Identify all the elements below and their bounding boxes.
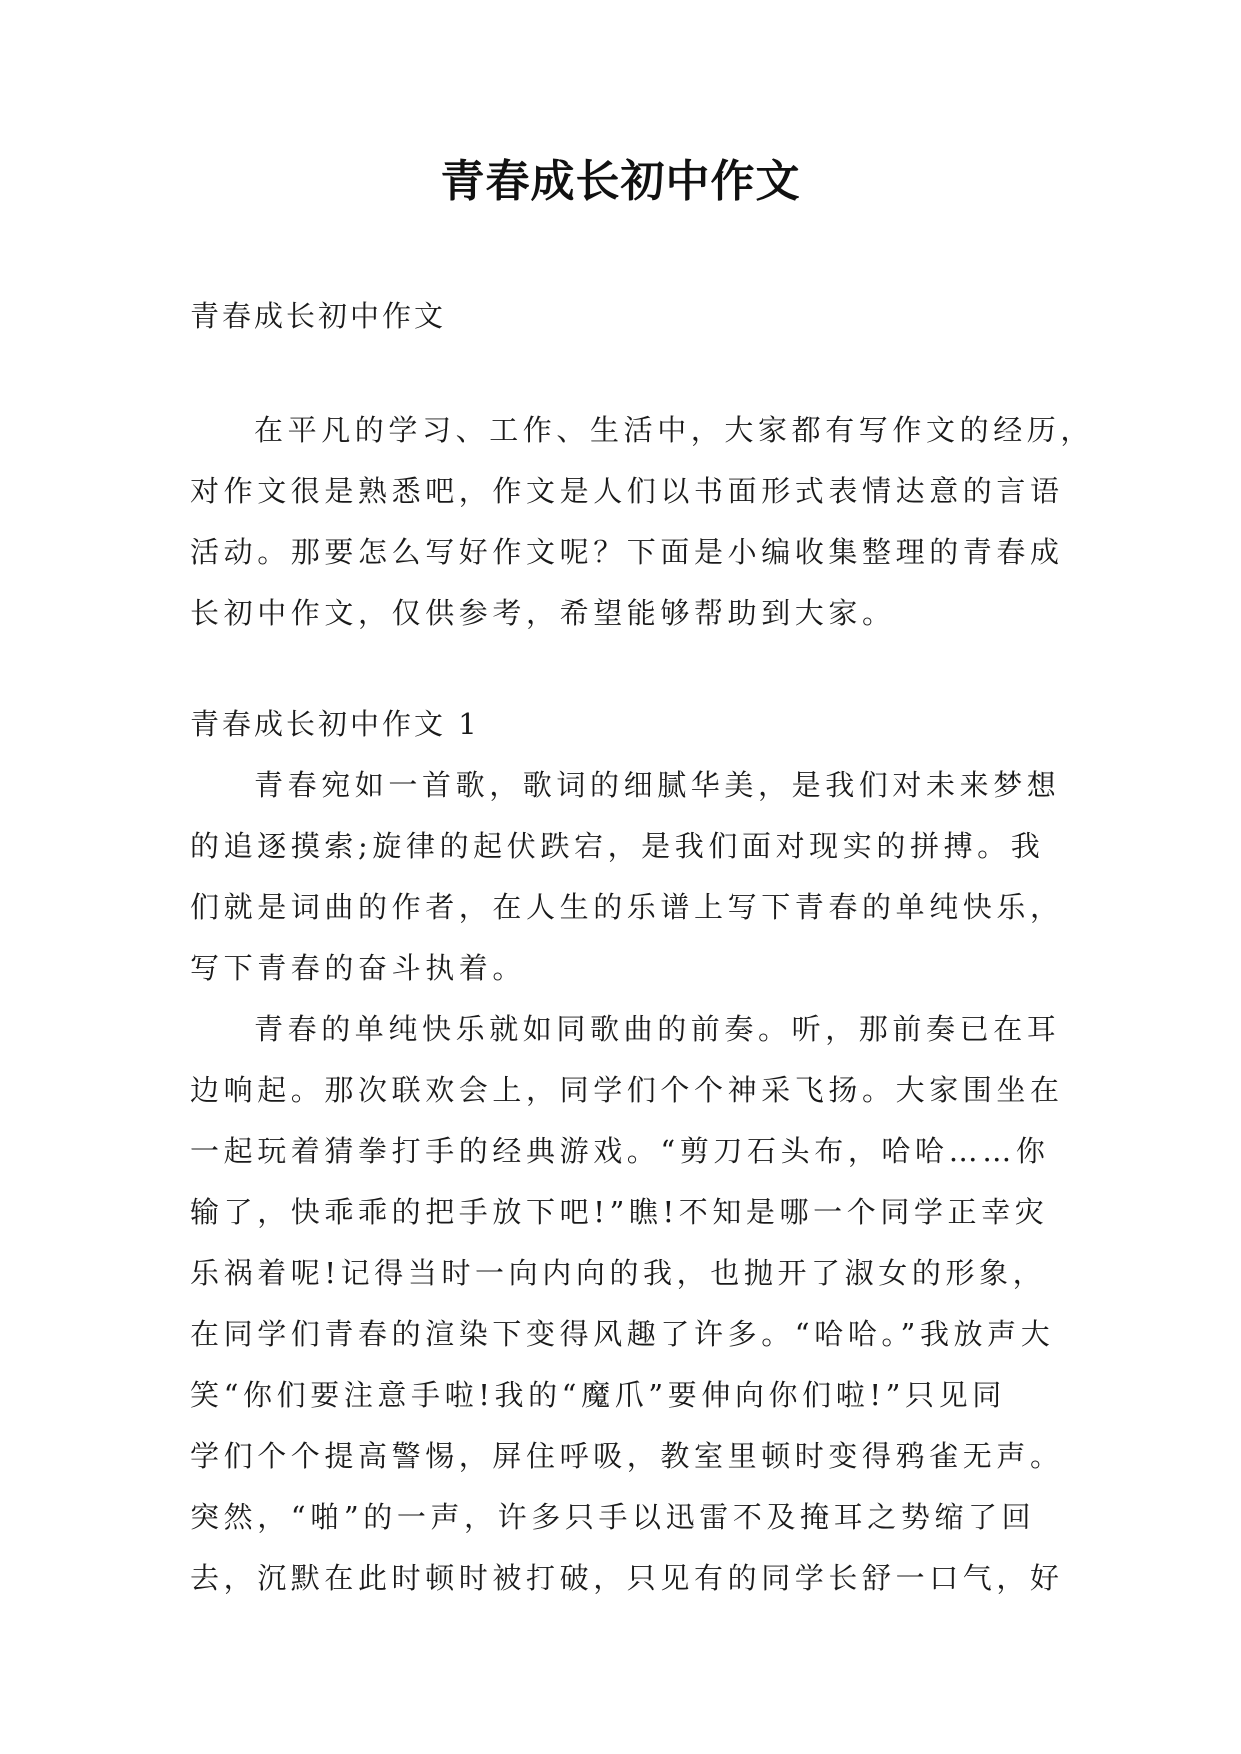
document-subtitle: 青春成长初中作文 (190, 299, 447, 333)
section-heading: 青春成长初中作文 1 (190, 707, 480, 741)
paragraph-line: 输了，快乖乖的把手放下吧!”瞧!不知是哪一个同学正幸灾 (190, 1195, 1049, 1229)
paragraph-line: 学们个个提高警惕，屏住呼吸，教室里顿时变得鸦雀无声。 (190, 1439, 1064, 1473)
paragraph-line: 们就是词曲的作者，在人生的乐谱上写下青春的单纯快乐， (190, 890, 1064, 924)
paragraph-line: 突然，“啪”的一声，许多只手以迅雷不及掩耳之势缩了回 (190, 1500, 1036, 1534)
intro-line: 在平凡的学习、工作、生活中，大家都有写作文的经历， (254, 413, 1095, 447)
document-title: 青春成长初中作文 (440, 156, 801, 207)
paragraph-line: 乐祸着呢!记得当时一向内向的我，也抛开了淑女的形象， (190, 1256, 1047, 1290)
paragraph-line: 在同学们青春的渲染下变得风趣了许多。“哈哈。”我放声大 (190, 1317, 1055, 1351)
intro-paragraph (190, 408, 1095, 652)
essay-paragraph-2 (190, 1007, 1064, 1617)
paragraph-line: 青春宛如一首歌，歌词的细腻华美，是我们对未来梦想 (254, 768, 1061, 802)
essay-section (190, 702, 1064, 1617)
essay-paragraph-1 (190, 763, 1064, 1007)
intro-line: 活动。那要怎么写好作文呢？下面是小编收集整理的青春成 (190, 535, 1064, 569)
intro-line: 对作文很是熟悉吧，作文是人们以书面形式表情达意的言语 (190, 474, 1064, 508)
paragraph-line: 笑“你们要注意手啦!我的“魔爪”要伸向你们啦!”只见同 (190, 1378, 1006, 1412)
paragraph-line: 去，沉默在此时顿时被打破，只见有的同学长舒一口气，好 (190, 1561, 1064, 1595)
paragraph-line: 一起玩着猜拳打手的经典游戏。“剪刀石头布，哈哈……你 (190, 1134, 1050, 1168)
paragraph-line: 青春的单纯快乐就如同歌曲的前奏。听，那前奏已在耳 (254, 1012, 1061, 1046)
paragraph-line: 写下青春的奋斗执着。 (190, 951, 527, 985)
paragraph-line: 边响起。那次联欢会上，同学们个个神采飞扬。大家围坐在 (190, 1073, 1064, 1107)
intro-line: 长初中作文，仅供参考，希望能够帮助到大家。 (190, 596, 896, 630)
paragraph-line: 的追逐摸索;旋律的起伏跌宕，是我们面对现实的拼搏。我 (190, 829, 1045, 863)
